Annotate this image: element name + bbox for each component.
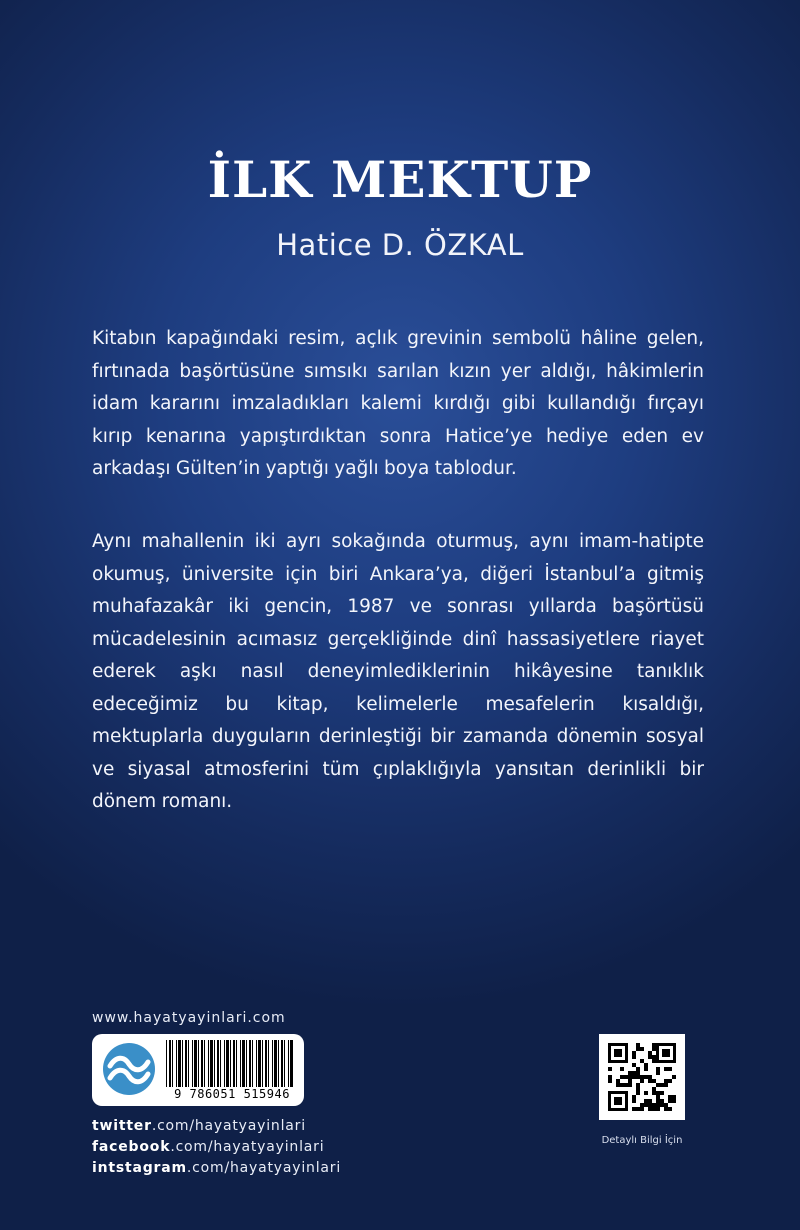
- blurb-paragraph-2: Aynı mahallenin iki ayrı sokağında oturmuş, aynı imam-hatipte okumuş, üniversite için biri Ankara’ya, diğeri İstanbul’a gitmiş muhafazakâr iki gencin, 1987 ve sonrası yıllarda başörtüsü mücadelesinin acımasız gerçekliğinde dinî hassasiyetlere riayet ederek aşkı nasıl deneyimlediklerinin hikâyesine tanıklık edeceğimiz bu kitap, kelimelerle mesafelerin kısaldığı, mektuplarla duyguların derinleştiği bir zamanda dönemin sosyal ve siyasal atmosferini tüm çıplaklığıyla yansıtan derinlikli bir dönem romanı.: [92, 531, 704, 812]
- social-instagram-link[interactable]: intstagram.com/hayatyayinlari: [92, 1160, 342, 1176]
- social-twitter-link[interactable]: twitter.com/hayatyayinlari: [92, 1118, 306, 1134]
- social-facebook-link[interactable]: facebook.com/hayatyayinlari: [92, 1139, 325, 1155]
- qr-code-icon[interactable]: [599, 1034, 685, 1120]
- isbn-number: 9 786051 515946: [174, 1087, 290, 1101]
- blurb-paragraph-1: Kitabın kapağındaki resim, açlık grevinin sembolü hâline gelen, fırtınada başörtüsüne sımsıkı sarılan kızın yer aldığı, hâkimlerin idam kararını imzaladıkları kalemi kırdığı gibi kullandığı fırçayı kırıp kenarına yapıştırdıktan sonra Hatice’ye hediye eden ev arkadaşı Gülten’in yaptığı yağlı boya tablodur.: [92, 328, 704, 479]
- wave-logo-icon: [102, 1042, 156, 1096]
- barcode-card: [92, 1034, 304, 1106]
- qr-caption: Detaylı Bilgi İçin: [601, 1135, 683, 1146]
- author-name: Hatice D. ÖZKAL: [276, 228, 524, 262]
- barcode: [166, 1040, 294, 1087]
- book-title: İLK MEKTUP: [207, 150, 593, 209]
- publisher-website[interactable]: www.hayatyayinlari.com: [92, 1010, 286, 1026]
